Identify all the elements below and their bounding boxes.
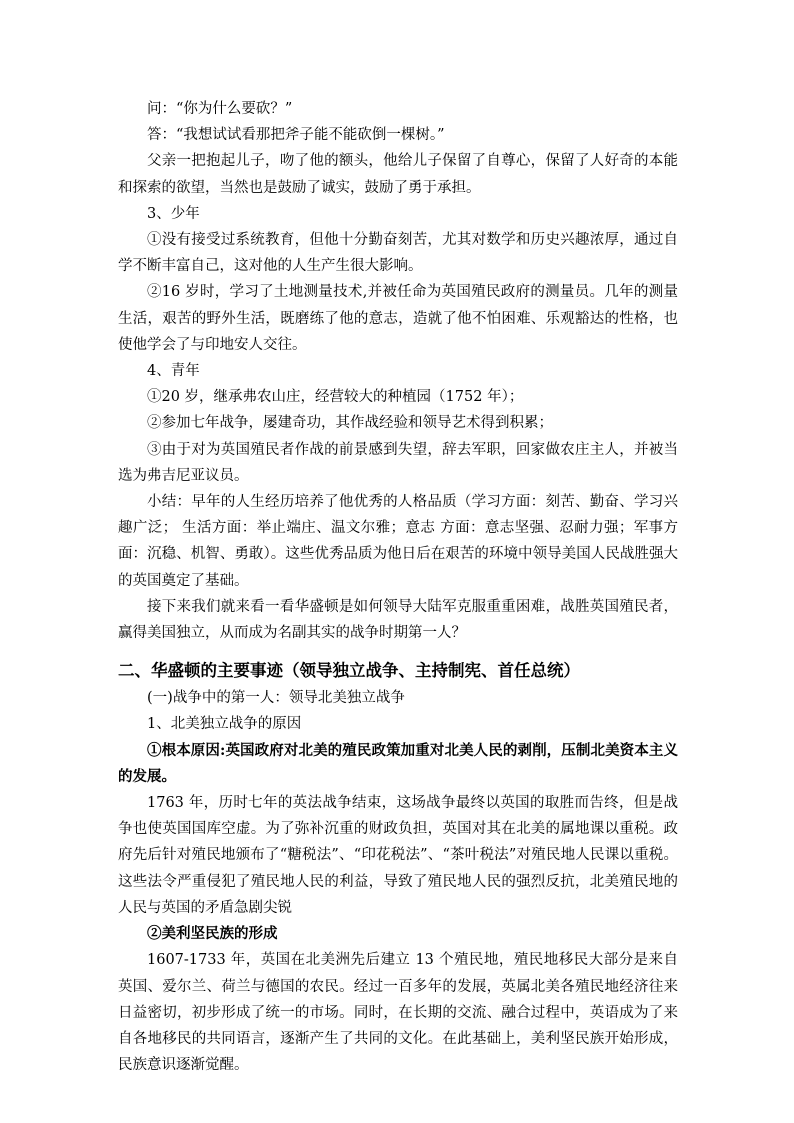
young-adult-point-2: ②参加七年战争，屡建奇功，其作战经验和领导艺术得到积累； (147, 415, 553, 432)
subheading-war: (一)战争中的第一人：领导北美独立战争 (147, 690, 405, 707)
root-cause-point: ①根本原因:英国政府对北美的殖民政策加重对北美人民的剥削，压制北美资本主义的发展。 (118, 741, 678, 785)
transition-paragraph: 接下来我们就来看一看华盛顿是如何领导大陆军克服重重困难，战胜英国殖民者，赢得美国独立，从而成为名副其实的战争时期第一人？ (118, 598, 678, 642)
paragraph-1763: 1763 年，历时七年的英法战争结束，这场战争最终以英国的取胜而告终，但是战争也使英国国库空虚。为了弥补沉重的财政负担，英国对其在北美的属地课以重税。政府先后针对殖民地颁布了“糖税法”、“印花税法”、“茶叶税法”对殖民地人民课以重税。这些法令严重侵犯了殖民地人民的利益，导致了殖民地人民的强烈反抗，北美殖民地的人民与英国的矛盾急剧尖锐 (118, 795, 678, 916)
nation-formation-point: ②美利坚民族的形成 (147, 925, 278, 943)
heading-youth: 3、少年 (147, 205, 200, 222)
father-paragraph: 父亲一把抱起儿子，吻了他的额头，他给儿子保留了自尊心，保留了人好奇的本能和探索的欲望，当然也是鼓励了诚实，鼓励了勇于承担。 (118, 153, 678, 196)
young-adult-point-3: ③由于对为英国殖民者作战的前景感到失望，辞去军职，回家做农庄主人，并被当选为弗吉尼亚议员。 (118, 441, 678, 484)
section-heading: 二、华盛顿的主要事迹（领导独立战争、主持制宪、首任总统） (118, 661, 580, 681)
dialogue-question: 问：“你为什么要砍？” (147, 101, 293, 117)
dialogue-answer: 答：“我想试试看那把斧子能不能砍倒一棵树。” (147, 127, 445, 144)
subheading-causes: 1、北美独立战争的原因 (147, 716, 302, 733)
summary-paragraph: 小结：早年的人生经历培养了他优秀的人格品质（学习方面：刻苦、勤奋、学习兴趣广泛； 生活方面：举止端庄、温文尔雅；意志 方面：意志坚强、忍耐力强；军事方面：沉稳、机智、勇敢）。这些优秀品质为他日后在艰苦的环境中领导美国人民战胜强大的英国奠定了基础。 (118, 494, 678, 589)
youth-point-1: ①没有接受过系统教育，但他十分勤奋刻苦，尤其对数学和历史兴趣浓厚，通过自学不断丰富自己，这对他的人生产生很大影响。 (118, 232, 678, 275)
paragraph-1607: 1607-1733 年，英国在北美洲先后建立 13 个殖民地，殖民地移民大部分是来自英国、爱尔兰、荷兰与德国的农民。经过一百多年的发展，英属北美各殖民地经济往来日益密切，初步形成了统一的市场。同时，在长期的交流、融合过程中，英语成为了来自各地移民的共同语言，逐渐产生了共同的文化。在此基础上，美利坚民族开始形成，民族意识逐渐觉醒。 (118, 952, 678, 1074)
heading-young-adult: 4、青年 (147, 363, 200, 380)
youth-point-2: ②16 岁时，学习了土地测量技术,并被任命为英国殖民政府的测量员。几年的测量生活，艰苦的野外生活，既磨练了他的意志，造就了他不怕困难、乐观豁达的性格，也使他学会了与印地安人交往。 (118, 284, 678, 353)
document-body (118, 96, 678, 1078)
young-adult-point-1: ①20 岁，继承弗农山庄，经营较大的种植园（1752 年）； (147, 389, 524, 406)
